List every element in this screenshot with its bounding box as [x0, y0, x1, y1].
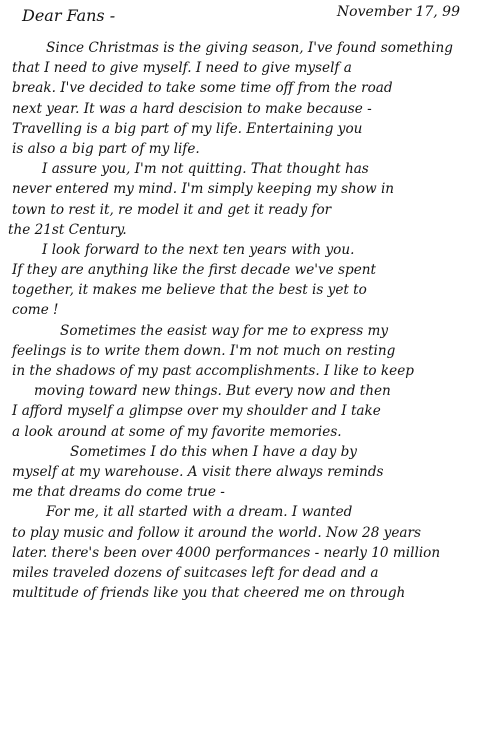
- letter-line: that I need to give myself. I need to give myself a: [12, 60, 352, 77]
- letter-line: together, it makes me believe that the best is yet to: [12, 282, 367, 299]
- letter-line: town to rest it, re model it and get it ready for: [12, 201, 332, 218]
- letter-line: I assure you, I'm not quitting. That thought has: [42, 161, 369, 178]
- letter-line: come !: [12, 302, 59, 319]
- letter-line: in the shadows of my past accomplishments. I like to keep: [12, 363, 414, 379]
- letter-line: myself at my warehouse. A visit there always reminds: [12, 463, 384, 480]
- letter-line: Sometimes the easist way for me to express my: [60, 322, 389, 339]
- letter-line: Sometimes I do this when I have a day by: [70, 443, 357, 460]
- letter-line: later. there's been over 4000 performances - nearly 10 million: [12, 544, 441, 561]
- letter-line: a look around at some of my favorite memories.: [12, 423, 342, 440]
- letter-line: Travelling is a big part of my life. Entertaining you: [12, 120, 363, 137]
- letter-line: miles traveled dozens of suitcases left for dead and a: [12, 564, 379, 581]
- letter-date: November 17, 99: [336, 4, 460, 20]
- letter-line: feelings is to write them down. I'm not much on resting: [12, 342, 396, 359]
- letter-line: the 21st Century.: [8, 221, 127, 238]
- letter-line: is also a big part of my life.: [12, 140, 200, 157]
- letter-line: I look forward to the next ten years with you.: [42, 241, 355, 258]
- letter-line: to play music and follow it around the world. Now 28 years: [12, 524, 421, 541]
- letter-line: For me, it all started with a dream. I wanted: [46, 504, 353, 521]
- letter-body: [0, 38, 500, 603]
- letter-line: I afford myself a glimpse over my shoulder and I take: [12, 403, 381, 420]
- letter-line: next year. It was a hard descision to make because -: [12, 100, 372, 117]
- salutation: Dear Fans -: [22, 6, 116, 25]
- letter-line: never entered my mind. I'm simply keeping my show in: [12, 181, 395, 198]
- letter-header: [0, 0, 500, 40]
- letter-line: break. I've decided to take some time off from the road: [12, 80, 393, 97]
- letter-line: moving toward new things. But every now and then: [34, 383, 391, 400]
- letter-line: Since Christmas is the giving season, I've found something: [46, 40, 453, 56]
- letter-line: If they are anything like the first decade we've spent: [12, 262, 376, 279]
- letter-line: multitude of friends like you that cheered me on through: [12, 585, 406, 602]
- letter-line: me that dreams do come true -: [12, 484, 225, 501]
